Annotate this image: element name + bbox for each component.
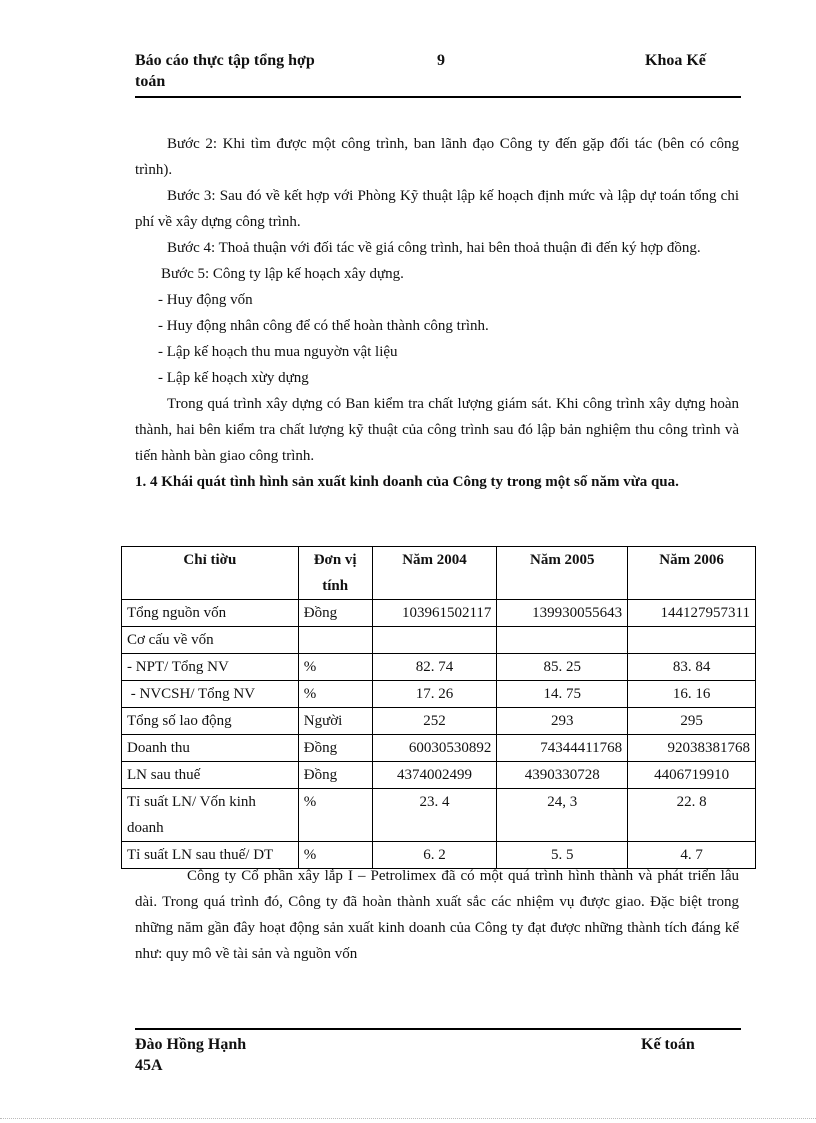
table-cell: - NVCSH/ Tổng NV [122,681,299,708]
header-title-line1: Báo cáo thực tập tổng hợp [135,52,315,69]
table-cell: 92038381768 [628,735,756,762]
section-heading: 1. 4 Khái quát tình hình sản xuất kinh doanh của Công ty trong một số năm vừa qua. [135,474,679,490]
table-cell: 144127957311 [628,600,756,627]
table-cell: Người [298,708,372,735]
table-row [122,681,756,708]
footer-department: Kế toán [641,1036,695,1053]
column-header: Chỉ tiờu [122,547,299,600]
footer-author-class: 45A [135,1057,163,1074]
paragraph-step-5: Bước 5: Công ty lập kế hoạch xây dựng. [161,266,404,282]
table-cell: 17. 26 [372,681,497,708]
header-department: Khoa Kế [645,52,706,69]
table-cell: 4406719910 [628,762,756,789]
table-cell: Tổng số lao động [122,708,299,735]
table-cell: 6. 2 [372,842,497,869]
table-cell: LN sau thuế [122,762,299,789]
paragraph-step-2: Bước 2: Khi tìm được một công trình, ban lãnh đạo Công ty đến gặp đối tác (bên có công trình). [135,136,739,178]
column-header: Năm 2004 [372,547,497,600]
table-row [122,762,756,789]
table-cell [628,627,756,654]
footer-author-name: Đào Hồng Hạnh [135,1036,247,1053]
table-cell [497,627,628,654]
table-cell [372,627,497,654]
table-cell: Tỉ suất LN sau thuế/ DT [122,842,299,869]
table-header-row [122,547,756,600]
table-cell: - NPT/ Tổng NV [122,654,299,681]
table-row [122,654,756,681]
table-row [122,789,756,842]
table-cell: 4390330728 [497,762,628,789]
list-item: - Huy động nhân công để có thể hoàn thành công trình. [158,318,489,334]
table-row [122,600,756,627]
table-cell: 295 [628,708,756,735]
table-cell: Doanh thu [122,735,299,762]
page-number: 9 [437,52,445,69]
table-cell: Tỉ suất LN/ Vốn kinh doanh [122,789,299,842]
table-cell: 24, 3 [497,789,628,842]
page-header [135,50,741,98]
table-cell: 82. 74 [372,654,497,681]
footer-author [135,1034,335,1076]
table-cell: % [298,681,372,708]
header-title-line2: toán [135,73,166,90]
table-cell: 4. 7 [628,842,756,869]
table-cell: Cơ cấu về vốn [122,627,299,654]
page-divider [0,1118,816,1119]
column-header: Năm 2005 [497,547,628,600]
table-cell: Đồng [298,762,372,789]
column-header: Năm 2006 [628,547,756,600]
list-item: - Huy động vốn [158,292,253,308]
business-results-table [121,546,756,869]
table-row [122,735,756,762]
paragraph-step-4: Bước 4: Thoả thuận với đối tác về giá công trình, hai bên thoả thuận đi đến ký hợp đồng. [167,240,701,256]
table-cell: 60030530892 [372,735,497,762]
paragraph-inspection: Trong quá trình xây dựng có Ban kiểm tra chất lượng giám sát. Khi công trình xây dựng hoàn thành, hai bên kiểm tra chất lượng kỹ thuật của công trình sau đó lập bản nghiệm thu công trình và tiến hành bàn giao công trình. [135,396,739,464]
table-cell: % [298,789,372,842]
table-cell: Tổng nguồn vốn [122,600,299,627]
table-cell: 5. 5 [497,842,628,869]
table-cell: Đồng [298,600,372,627]
table-cell: 293 [497,708,628,735]
closing-text [135,863,739,967]
paragraph-company-history: Công ty Cổ phần xây lắp I – Petrolimex đã có một quá trình hình thành và phát triển lâu dài. Trong quá trình đó, Công ty đã hoàn thành xuất sắc các nhiệm vụ được giao. Đặc biệt trong những năm gần đây hoạt động sản xuất kinh doanh của Công ty đạt được những thành tích đáng kể như: quy mô về tài sản và nguồn vốn [135,868,739,962]
list-item: - Lập kế hoạch xừy dựng [158,370,309,386]
table-cell: 83. 84 [628,654,756,681]
table-cell: 23. 4 [372,789,497,842]
table-row [122,627,756,654]
table-cell: 16. 16 [628,681,756,708]
table-cell: % [298,654,372,681]
table-cell: 74344411768 [497,735,628,762]
table-cell: 103961502117 [372,600,497,627]
table-cell: 252 [372,708,497,735]
table-cell: Đồng [298,735,372,762]
table-cell [298,627,372,654]
table-cell: % [298,842,372,869]
table-cell: 4374002499 [372,762,497,789]
paragraph-step-3: Bước 3: Sau đó về kết hợp với Phòng Kỹ thuật lập kế hoạch định mức và lập dự toán tổng chi phí về xây dựng công trình. [135,188,739,230]
table-cell: 139930055643 [497,600,628,627]
table-cell: 14. 75 [497,681,628,708]
table-cell: 22. 8 [628,789,756,842]
page-footer [135,1028,741,1074]
table-row [122,708,756,735]
header-title [135,50,365,92]
table-cell: 85. 25 [497,654,628,681]
column-header: Đơn vị tính [298,547,372,600]
list-item: - Lập kế hoạch thu mua nguyờn vật liệu [158,344,398,360]
body-text [135,131,739,495]
